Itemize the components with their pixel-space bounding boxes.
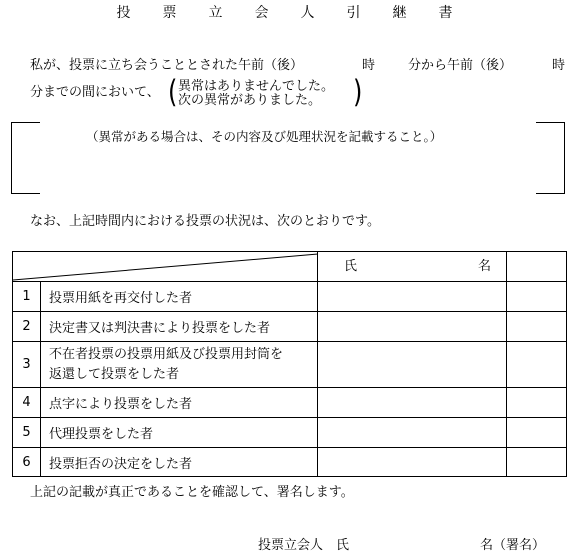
row-label-line2: 返還して投票をした者 [49,366,180,382]
header-name-right: 名 [478,259,492,274]
signature-label: 投票立会人 氏 [258,538,350,553]
name-entry-cell[interactable] [318,282,507,312]
extra-entry-cell[interactable] [507,388,567,418]
paren-open: ( [168,73,178,110]
table-row [13,312,567,342]
option-no-anomaly: 異常はありませんでした。 [178,79,335,94]
extra-entry-cell[interactable] [507,448,567,477]
diagonal-line [13,252,318,281]
intro-hour1: 時 [362,58,376,73]
intro-minute-from: 分から午前（後） [408,58,513,73]
table-row [13,418,567,448]
row-label: 代理投票をした者 [41,418,318,448]
row-label: 投票用紙を再交付した者 [41,282,318,312]
row-number: 1 [13,282,41,312]
extra-entry-cell[interactable] [507,282,567,312]
extra-entry-cell[interactable] [507,312,567,342]
row-number: 6 [13,448,41,477]
option-anomaly: 次の異常がありました。 [178,93,322,108]
intro-hour2: 時 [552,58,566,73]
extra-entry-cell[interactable] [507,418,567,448]
name-entry-cell[interactable] [318,312,507,342]
table-row [13,448,567,477]
anomaly-box-right-bracket [536,122,565,194]
table-row [13,342,567,388]
name-entry-cell[interactable] [318,342,507,388]
header-extra-cell [507,252,567,282]
extra-entry-cell[interactable] [507,342,567,388]
intro-line1-prefix: 私が、投票に立ち会うこととされた午前（後） [30,58,304,73]
confirm-sentence: 上記の記載が真正であることを確認して、署名します。 [30,485,354,500]
anomaly-box-note: （異常がある場合は、その内容及び処理状況を記載すること。） [86,129,443,144]
row-number: 5 [13,418,41,448]
diagonal-header-cell [13,252,318,282]
table-row [13,282,567,312]
row-label: 決定書又は判決書により投票をした者 [41,312,318,342]
row-label: 点字により投票をした者 [41,388,318,418]
paren-close: ) [353,73,363,110]
table-row [13,388,567,418]
row-label: 投票拒否の決定をした者 [41,448,318,477]
status-sentence: なお、上記時間内における投票の状況は、次のとおりです。 [30,214,380,229]
row-number: 2 [13,312,41,342]
voting-status-table [12,251,567,477]
row-number: 3 [13,342,41,388]
name-entry-cell[interactable] [318,388,507,418]
row-label-line1: 不在者投票の投票用紙及び投票用封筒を [49,346,284,362]
name-entry-cell[interactable] [318,418,507,448]
header-name-cell [318,252,507,282]
header-name-left: 氏 [344,259,358,274]
anomaly-box-left-bracket [11,122,40,194]
signature-name-suffix: 名（署名） [480,538,546,553]
intro-line2-prefix: 分までの間において、 [30,85,160,100]
document-title: 投 票 立 会 人 引 継 書 [116,5,462,21]
row-number: 4 [13,388,41,418]
name-entry-cell[interactable] [318,448,507,477]
table-header-row [13,252,567,282]
row-label-multiline [41,342,318,388]
